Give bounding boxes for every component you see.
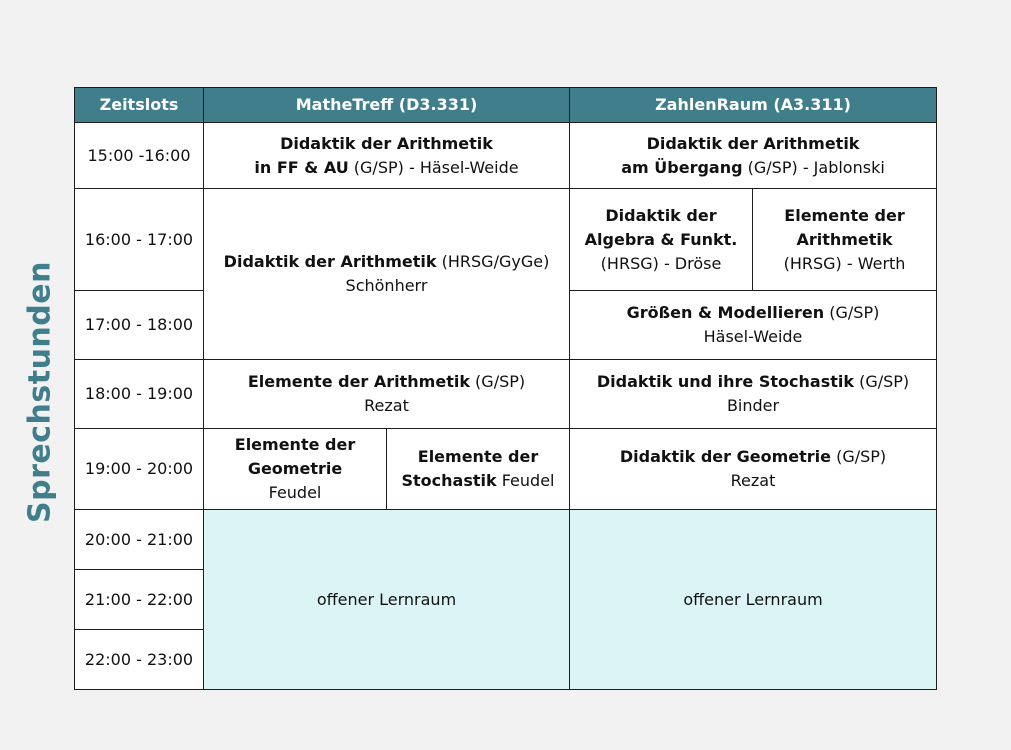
open-learning-space-mathetreff: offener Lernraum: [204, 510, 570, 690]
time-slot: 17:00 - 18:00: [75, 291, 204, 360]
course-info: (G/SP) - Häsel-Weide: [348, 157, 519, 177]
course-cell: [387, 429, 570, 510]
course-info: (G/SP): [830, 447, 887, 466]
time-slot: 16:00 - 17:00: [75, 189, 204, 291]
course-title: Didaktik der Arithmetik: [280, 133, 493, 153]
course-info: (HRSG) - Werth: [783, 253, 906, 273]
course-info: (HRSG) - Dröse: [600, 253, 722, 273]
course-title: Geometrie: [247, 459, 343, 478]
course-person: Rezat: [364, 396, 409, 415]
time-slot: 19:00 - 20:00: [75, 429, 204, 510]
open-learning-space-zahlenraum: offener Lernraum: [570, 510, 937, 690]
course-info: (HRSG/GyGe): [436, 252, 550, 271]
course-title: Größen & Modellieren: [626, 303, 825, 322]
course-person: Rezat: [730, 471, 776, 490]
header-row: [75, 88, 937, 123]
course-cell: [570, 189, 753, 291]
course-cell: [570, 291, 937, 360]
course-title: Elemente der: [234, 435, 356, 454]
course-cell: [570, 123, 937, 189]
table-row: [75, 123, 937, 189]
header-timeslots: Zeitslots: [75, 88, 204, 123]
course-title: Stochastik: [401, 471, 497, 490]
side-title-sprechstunden: Sprechstunden: [22, 261, 58, 523]
course-title: Didaktik der: [605, 205, 717, 225]
time-slot: 15:00 -16:00: [75, 123, 204, 189]
schedule-table: [74, 87, 937, 690]
course-info: (G/SP) - Jablonski: [742, 157, 885, 177]
time-slot: 22:00 - 23:00: [75, 630, 204, 690]
course-person: Häsel-Weide: [703, 327, 803, 346]
course-person: Feudel: [496, 471, 555, 490]
course-cell: [753, 189, 937, 291]
course-title: Elemente der: [417, 447, 539, 466]
course-cell: [570, 429, 937, 510]
course-title: Didaktik der Arithmetik: [646, 133, 860, 153]
course-title: Didaktik der Arithmetik: [223, 252, 437, 271]
course-title: am Übergang: [621, 157, 743, 177]
course-cell: [204, 123, 570, 189]
course-title: in FF & AU: [254, 157, 349, 177]
time-slot: 20:00 - 21:00: [75, 510, 204, 570]
table-row: [75, 429, 937, 510]
course-person: Binder: [726, 396, 780, 415]
header-room-zahlenraum: ZahlenRaum (A3.311): [570, 88, 937, 123]
time-slot: 21:00 - 22:00: [75, 570, 204, 630]
course-info: (G/SP): [469, 372, 526, 391]
course-person: Feudel: [268, 483, 322, 502]
course-title: Arithmetik: [796, 229, 893, 249]
course-cell: [204, 360, 570, 429]
course-title: Elemente der: [784, 205, 905, 225]
course-cell: [204, 429, 387, 510]
course-info: (G/SP): [824, 303, 880, 322]
course-title: Didaktik der Geometrie: [619, 447, 831, 466]
course-info: (G/SP): [853, 372, 910, 391]
table-row: [75, 189, 937, 291]
course-title: Elemente der Arithmetik: [247, 372, 470, 391]
course-cell: [570, 360, 937, 429]
course-title: Algebra & Funkt.: [584, 229, 738, 249]
table-row: [75, 360, 937, 429]
header-room-mathetreff: MatheTreff (D3.331): [204, 88, 570, 123]
course-cell: [204, 189, 570, 360]
course-person: Schönherr: [345, 276, 428, 295]
time-slot: 18:00 - 19:00: [75, 360, 204, 429]
table-row: [75, 510, 937, 570]
course-title: Didaktik und ihre Stochastik: [596, 372, 854, 391]
